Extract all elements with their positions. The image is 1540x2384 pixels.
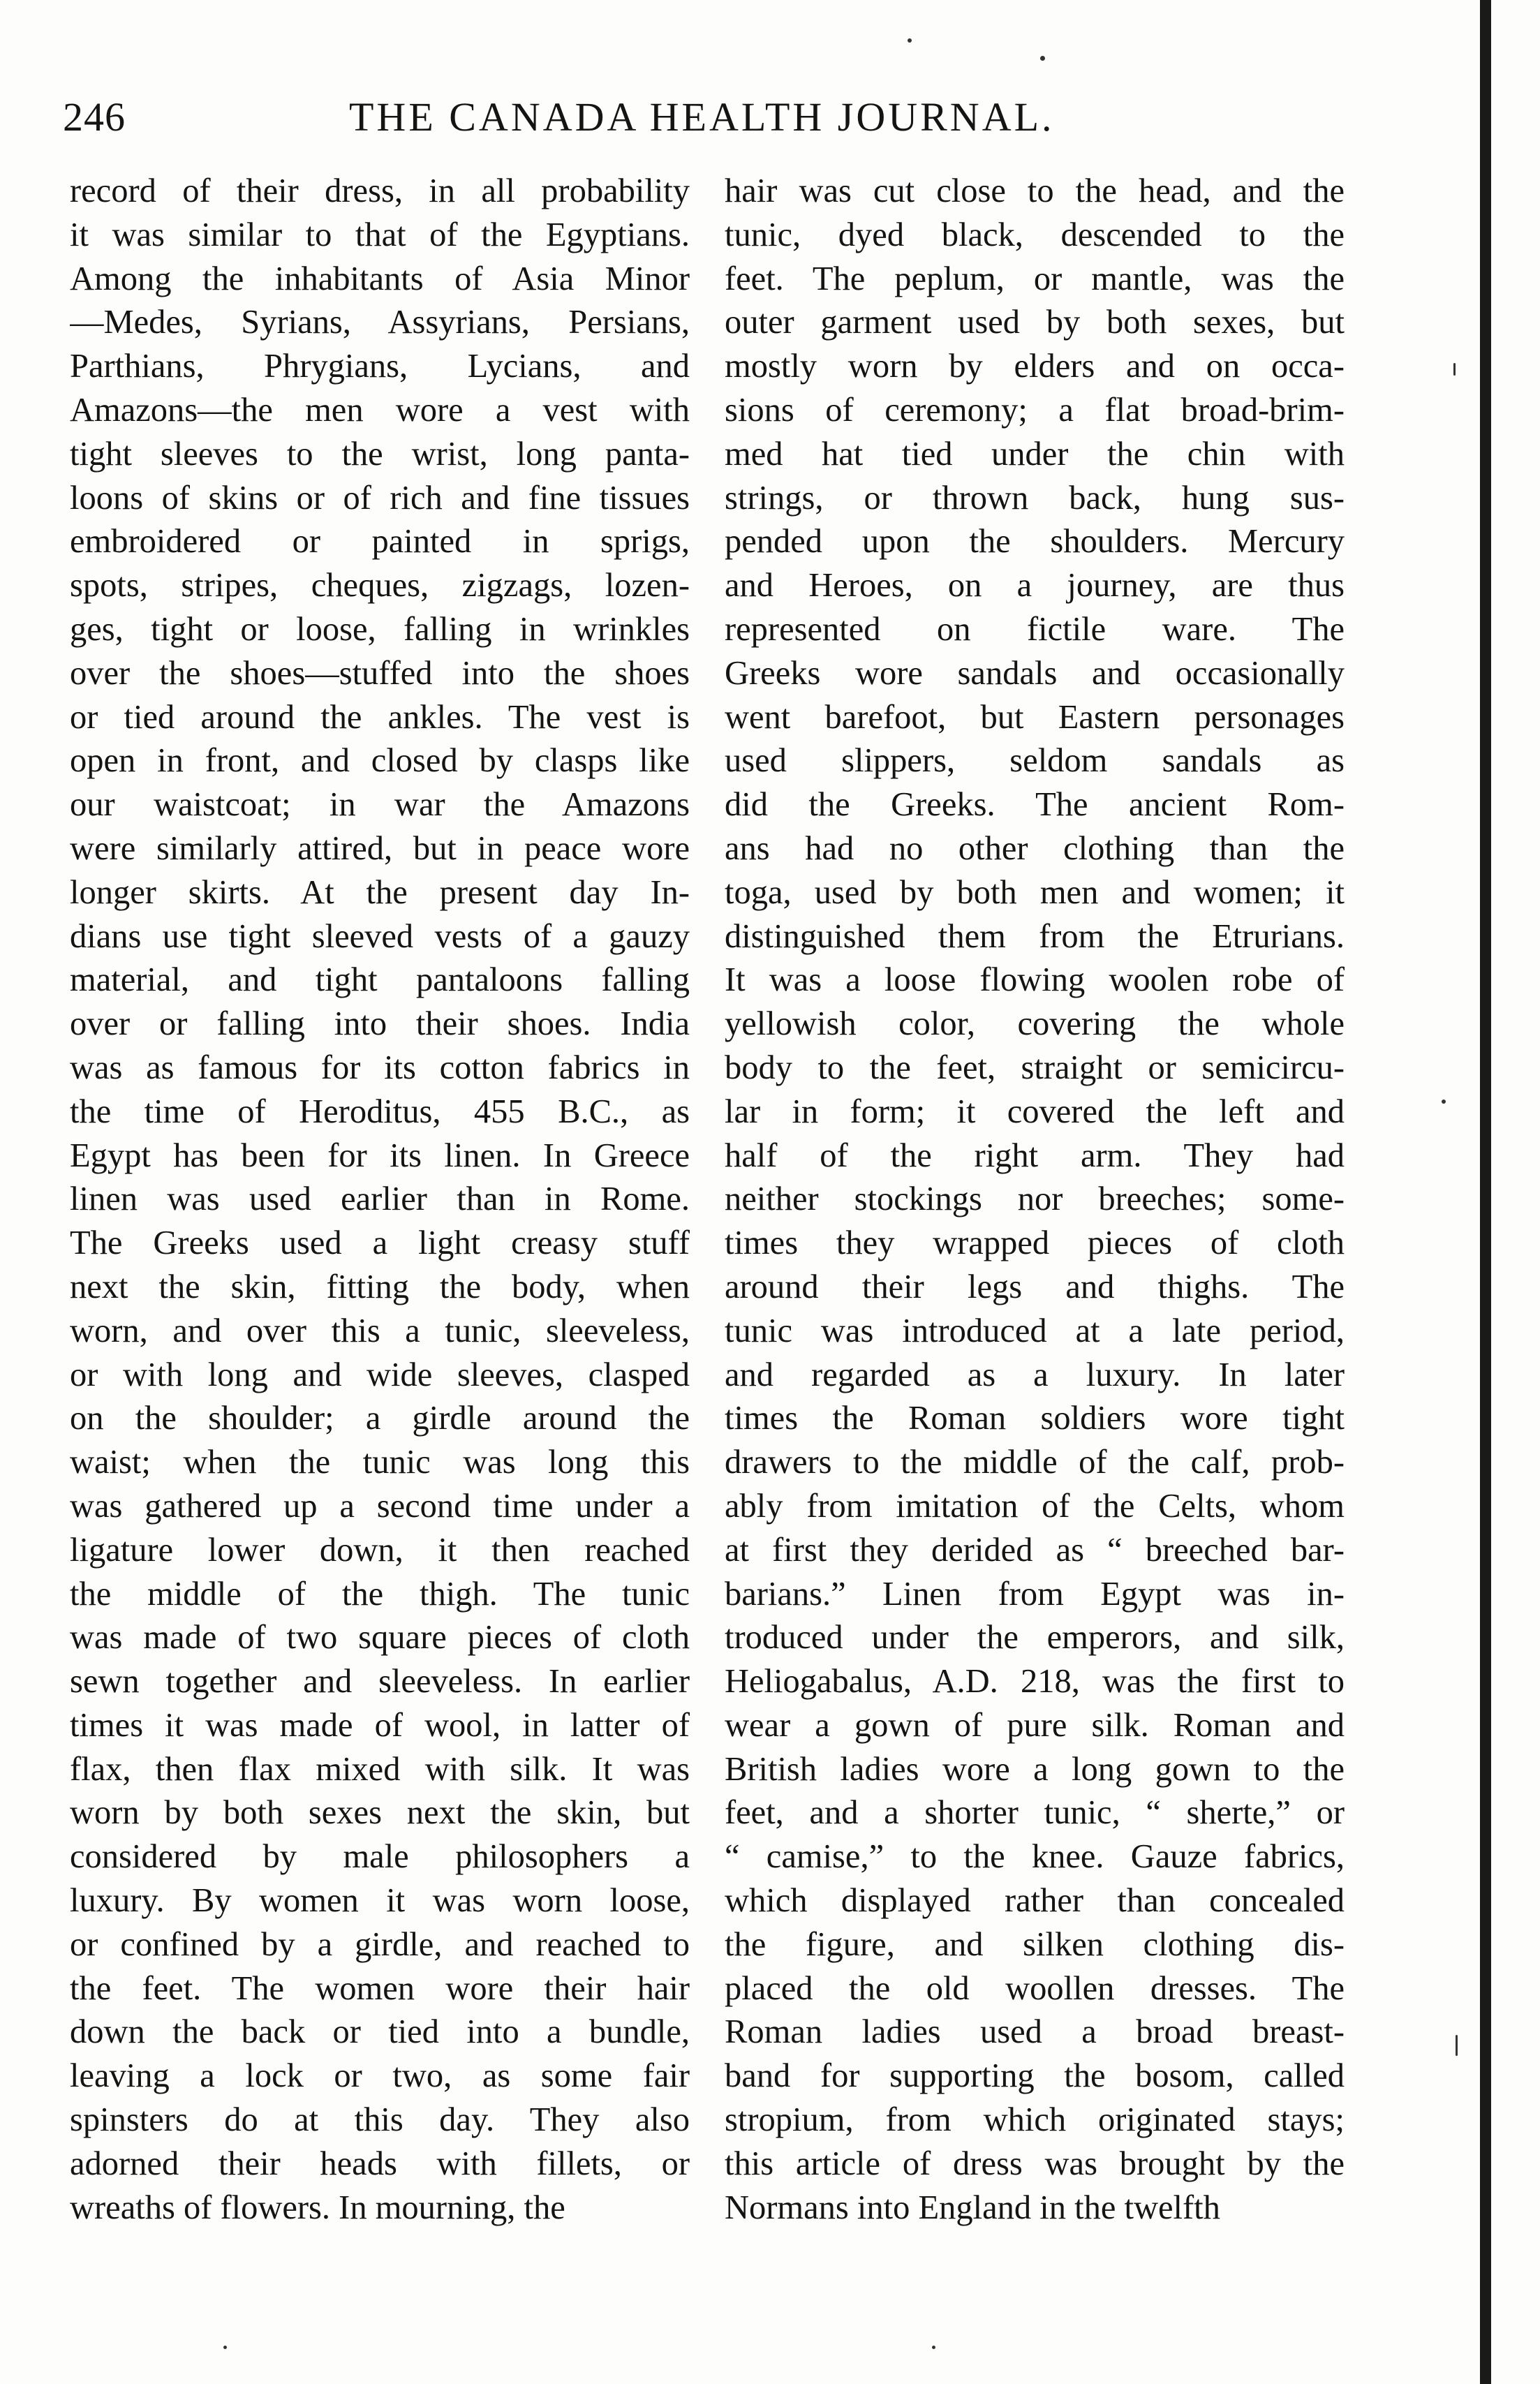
left-column-line: our waistcoat; in war the Amazons bbox=[70, 786, 690, 824]
left-column-line: sewn together and sleeveless. In earlier bbox=[70, 1663, 690, 1701]
left-column-line: dians use tight sleeved vests of a gauzy bbox=[70, 917, 690, 955]
right-column-line: drawers to the middle of the calf, prob- bbox=[725, 1444, 1345, 1481]
left-column-line: next the skin, fitting the body, when bbox=[70, 1268, 690, 1305]
left-column-line: leaving a lock or two, as some fair bbox=[70, 2057, 690, 2095]
left-column-line: flax, then flax mixed with silk. It was bbox=[70, 1750, 690, 1788]
left-column-line: spots, stripes, cheques, zigzags, lozen- bbox=[70, 567, 690, 605]
left-column-line: waist; when the tunic was long this bbox=[70, 1444, 690, 1481]
left-column-line: material, and tight pantaloons falling bbox=[70, 961, 690, 999]
left-column-line: worn by both sexes next the skin, but bbox=[70, 1794, 690, 1832]
left-column-line: luxury. By women it was worn loose, bbox=[70, 1882, 690, 1920]
left-column-line: were similarly attired, but in peace wore bbox=[70, 829, 690, 867]
right-column-line: ably from imitation of the Celts, whom bbox=[725, 1487, 1345, 1525]
left-column-line: tight sleeves to the wrist, long panta- bbox=[70, 435, 690, 473]
left-column-line: worn, and over this a tunic, sleeveless, bbox=[70, 1312, 690, 1349]
left-column-line: down the back or tied into a bundle, bbox=[70, 2013, 690, 2051]
left-column-line: it was similar to that of the Egyptians. bbox=[70, 216, 690, 253]
right-column-line: neither stockings nor breeches; some- bbox=[725, 1180, 1345, 1218]
left-column-line: —Medes, Syrians, Assyrians, Persians, bbox=[70, 304, 690, 341]
right-column-line: ans had no other clothing than the bbox=[725, 829, 1345, 867]
left-column-line: the feet. The women wore their hair bbox=[70, 1969, 690, 2007]
left-column-line: longer skirts. At the present day In- bbox=[70, 873, 690, 911]
right-column-line: stropium, from which originated stays; bbox=[725, 2101, 1345, 2139]
left-column-line: the middle of the thigh. The tunic bbox=[70, 1575, 690, 1613]
right-column-line: times they wrapped pieces of cloth bbox=[725, 1224, 1345, 1262]
left-column-line: over or falling into their shoes. India bbox=[70, 1005, 690, 1043]
right-column-line: band for supporting the bosom, called bbox=[725, 2057, 1345, 2095]
right-column-line: at first they derided as “ breeched bar- bbox=[725, 1531, 1345, 1569]
left-column-line: was made of two square pieces of cloth bbox=[70, 1619, 690, 1657]
left-column-line: wreaths of flowers. In mourning, the bbox=[70, 2189, 565, 2226]
right-column-line: strings, or thrown back, hung sus- bbox=[725, 479, 1345, 517]
left-column-line: Among the inhabitants of Asia Minor bbox=[70, 260, 690, 297]
right-column-line: which displayed rather than concealed bbox=[725, 1882, 1345, 1920]
right-column-line: around their legs and thighs. The bbox=[725, 1268, 1345, 1305]
right-column-line: Greeks wore sandals and occasionally bbox=[725, 654, 1345, 692]
right-column-line: outer garment used by both sexes, but bbox=[725, 304, 1345, 341]
left-column-line: Amazons—the men wore a vest with bbox=[70, 391, 690, 429]
right-column-line: Heliogabalus, A.D. 218, was the first to bbox=[725, 1663, 1345, 1701]
left-column-line: embroidered or painted in sprigs, bbox=[70, 523, 690, 561]
left-column-line: The Greeks used a light creasy stuff bbox=[70, 1224, 690, 1262]
left-column-line: Parthians, Phrygians, Lycians, and bbox=[70, 348, 690, 385]
right-column-line: represented on fictile ware. The bbox=[725, 610, 1345, 648]
left-column-line: open in front, and closed by clasps like bbox=[70, 742, 690, 780]
left-column-line: ligature lower down, it then reached bbox=[70, 1531, 690, 1569]
right-column-line: did the Greeks. The ancient Rom- bbox=[725, 786, 1345, 824]
right-column-line: toga, used by both men and women; it bbox=[725, 873, 1345, 911]
right-column-line: and Heroes, on a journey, are thus bbox=[725, 567, 1345, 605]
left-column-line: or tied around the ankles. The vest is bbox=[70, 698, 690, 736]
running-title: THE CANADA HEALTH JOURNAL. bbox=[349, 94, 1055, 140]
page-header bbox=[63, 77, 1368, 161]
left-column-line: on the shoulder; a girdle around the bbox=[70, 1400, 690, 1437]
page-edge-rule bbox=[1480, 0, 1491, 2384]
left-column-line: ges, tight or loose, falling in wrinkles bbox=[70, 610, 690, 648]
right-column-line: and regarded as a luxury. In later bbox=[725, 1356, 1345, 1393]
left-column-line: was as famous for its cotton fabrics in bbox=[70, 1049, 690, 1086]
left-column-line: spinsters do at this day. They also bbox=[70, 2101, 690, 2139]
left-column-line: or with long and wide sleeves, clasped bbox=[70, 1356, 690, 1393]
right-column-line: distinguished them from the Etrurians. bbox=[725, 917, 1345, 955]
right-column-line: Roman ladies used a broad breast- bbox=[725, 2013, 1345, 2051]
right-column-line: It was a loose flowing woolen robe of bbox=[725, 961, 1345, 999]
right-column-line: Normans into England in the twelfth bbox=[725, 2189, 1220, 2226]
right-column-line: lar in form; it covered the left and bbox=[725, 1093, 1345, 1130]
left-column-line: the time of Heroditus, 455 B.C., as bbox=[70, 1093, 690, 1130]
left-column-line: considered by male philosophers a bbox=[70, 1838, 690, 1876]
right-column-line: wear a gown of pure silk. Roman and bbox=[725, 1706, 1345, 1744]
left-column-line: times it was made of wool, in latter of bbox=[70, 1706, 690, 1744]
left-column-line: loons of skins or of rich and fine tissues bbox=[70, 479, 690, 517]
right-column-line: used slippers, seldom sandals as bbox=[725, 742, 1345, 780]
page-number: 246 bbox=[63, 94, 126, 140]
right-column-line: sions of ceremony; a flat broad-brim- bbox=[725, 391, 1345, 429]
right-column-line: British ladies wore a long gown to the bbox=[725, 1750, 1345, 1788]
right-column-line: hair was cut close to the head, and the bbox=[725, 172, 1345, 209]
right-column-line: mostly worn by elders and on occa- bbox=[725, 348, 1345, 385]
right-column-line: yellowish color, covering the whole bbox=[725, 1005, 1345, 1043]
right-column-line: feet. The peplum, or mantle, was the bbox=[725, 260, 1345, 297]
left-column-line: record of their dress, in all probability bbox=[70, 172, 690, 209]
right-column-line: placed the old woollen dresses. The bbox=[725, 1969, 1345, 2007]
left-column bbox=[70, 170, 690, 2230]
left-column-line: adorned their heads with fillets, or bbox=[70, 2145, 690, 2182]
right-column-line: pended upon the shoulders. Mercury bbox=[725, 523, 1345, 561]
right-column-line: the figure, and silken clothing dis- bbox=[725, 1925, 1345, 1963]
left-column-line: was gathered up a second time under a bbox=[70, 1487, 690, 1525]
right-column-line: tunic, dyed black, descended to the bbox=[725, 216, 1345, 253]
right-column-line: times the Roman soldiers wore tight bbox=[725, 1400, 1345, 1437]
right-column-line: half of the right arm. They had bbox=[725, 1137, 1345, 1174]
left-column-line: linen was used earlier than in Rome. bbox=[70, 1180, 690, 1218]
right-column-line: “ camise,” to the knee. Gauze fabrics, bbox=[725, 1838, 1345, 1876]
right-column-line: barians.” Linen from Egypt was in- bbox=[725, 1575, 1345, 1613]
right-column bbox=[725, 170, 1345, 2230]
right-column-line: went barefoot, but Eastern personages bbox=[725, 698, 1345, 736]
right-column-line: body to the feet, straight or semicircu- bbox=[725, 1049, 1345, 1086]
right-column-line: troduced under the emperors, and silk, bbox=[725, 1619, 1345, 1657]
left-column-line: or confined by a girdle, and reached to bbox=[70, 1925, 690, 1963]
left-column-line: over the shoes—stuffed into the shoes bbox=[70, 654, 690, 692]
right-column-line: feet, and a shorter tunic, “ sherte,” or bbox=[725, 1794, 1345, 1832]
left-column-line: Egypt has been for its linen. In Greece bbox=[70, 1137, 690, 1174]
right-column-line: med hat tied under the chin with bbox=[725, 435, 1345, 473]
right-column-line: this article of dress was brought by the bbox=[725, 2145, 1345, 2182]
right-column-line: tunic was introduced at a late period, bbox=[725, 1312, 1345, 1349]
